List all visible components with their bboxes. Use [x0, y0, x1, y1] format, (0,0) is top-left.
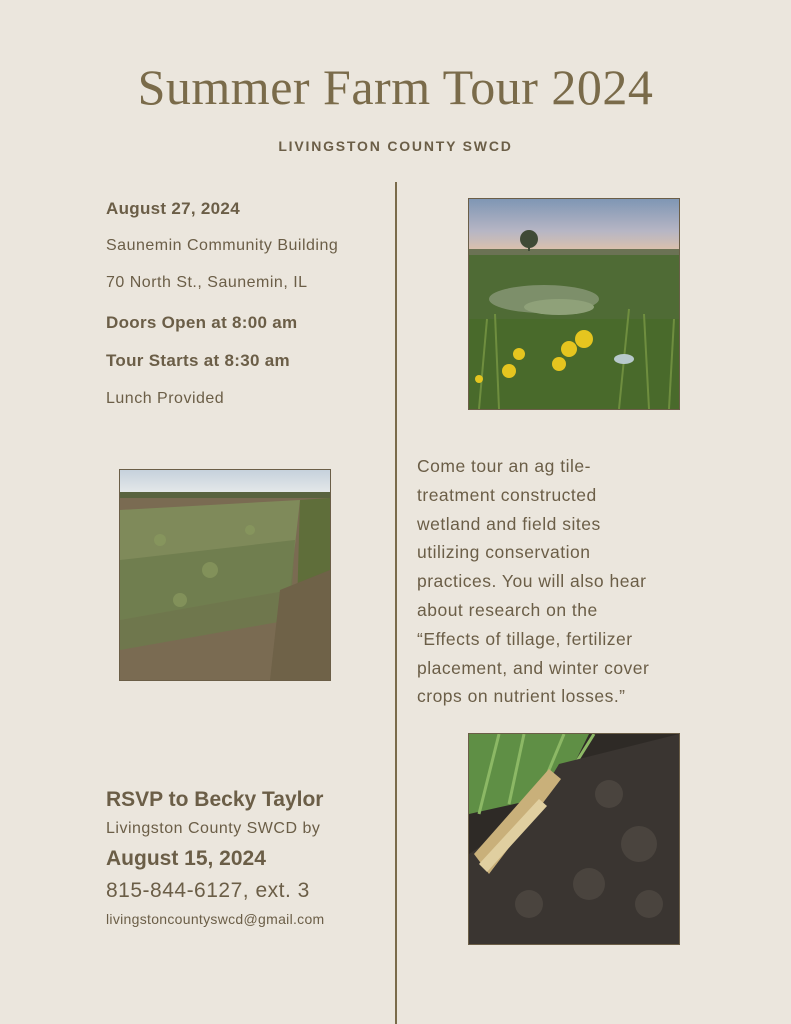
- rsvp-organization: Livingston County SWCD by: [106, 820, 321, 837]
- tour-description: Come tour an ag tile- treatment constructed wetland and field sites utilizing conservation practices. You will also hear about research on the “Effects of tillage, fertilizer placement, and winter cover crops on nutrient losses.”: [417, 456, 650, 707]
- doors-open-time: Doors Open at 8:00 am: [106, 313, 298, 332]
- event-date: August 27, 2024: [106, 199, 240, 218]
- wetland-photo: [468, 198, 680, 410]
- rsvp-phone: 815-844-6127, ext. 3: [106, 879, 310, 902]
- organization-subtitle: LIVINGSTON COUNTY SWCD: [278, 138, 513, 154]
- rsvp-email: livingstoncountyswcd@gmail.com: [106, 911, 325, 927]
- tour-start-time: Tour Starts at 8:30 am: [106, 351, 290, 370]
- lunch-note: Lunch Provided: [106, 390, 225, 407]
- event-address: 70 North St., Saunemin, IL: [106, 274, 308, 291]
- vertical-divider: [395, 182, 397, 1024]
- field-photo: [119, 469, 331, 681]
- rsvp-deadline: August 15, 2024: [106, 847, 266, 870]
- rsvp-heading: RSVP to Becky Taylor: [106, 788, 324, 811]
- event-venue: Saunemin Community Building: [106, 237, 339, 254]
- soil-photo: [468, 733, 680, 945]
- page-title: Summer Farm Tour 2024: [137, 59, 654, 115]
